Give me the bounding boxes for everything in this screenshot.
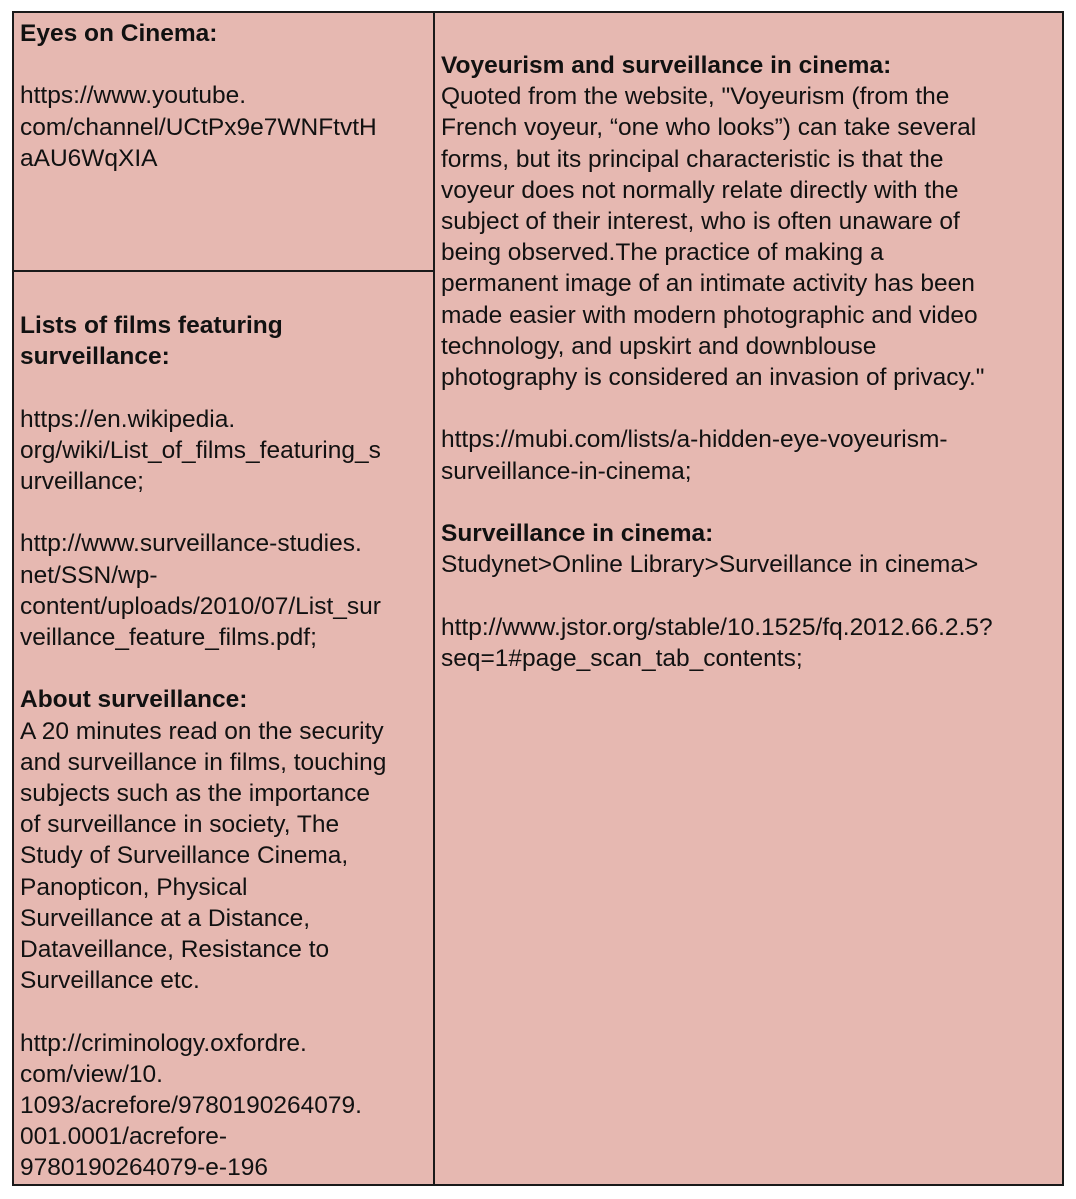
link-line: http://criminology.oxfordre. — [20, 1029, 307, 1057]
surveillance-in-cinema-heading: Surveillance in cinema: — [441, 520, 714, 548]
voyeurism-heading: Voyeurism and surveillance in cinema: — [441, 52, 892, 79]
link-line: urveillance; — [20, 468, 144, 495]
link-line: veillance_feature_films.pdf; — [20, 624, 317, 651]
body-line: forms, but its principal characteristic is that the — [441, 145, 944, 173]
body-line: Surveillance at a Distance, — [20, 904, 311, 932]
link-line: org/wiki/List_of_films_featuring_s — [20, 436, 381, 464]
link-line: http://www.surveillance-studies. — [20, 530, 362, 558]
body-line: technology, and upskirt and downblouse — [441, 332, 877, 360]
link-line: https://en.wikipedia. — [20, 405, 236, 433]
body-line: Surveillance etc. — [20, 967, 200, 995]
link-line: 9780190264079-e-196 — [20, 1154, 268, 1182]
body-line: being observed.The practice of making a — [441, 239, 884, 267]
body-line: Quoted from the website, "Voyeurism (from the — [441, 83, 950, 111]
eyes-on-cinema-heading: Eyes on Cinema: — [20, 20, 218, 47]
link-line: 1093/acrefore/9780190264079. — [20, 1092, 362, 1120]
wikipedia-films-link[interactable] — [20, 404, 427, 498]
body-line: permanent image of an intimate activity has been — [441, 270, 975, 298]
heading-line: Lists of films featuring — [20, 312, 283, 339]
mubi-link[interactable] — [441, 424, 1056, 486]
body-line: French voyeur, “one who looks”) can take several — [441, 114, 977, 142]
link-line: http://www.jstor.org/stable/10.1525/fq.2012.66.2.5? — [441, 613, 993, 641]
heading-line: surveillance: — [20, 343, 170, 371]
voyeurism-cell — [435, 13, 1062, 1184]
body-line: subjects such as the importance — [20, 780, 370, 807]
about-surveillance-heading: About surveillance: — [20, 686, 248, 714]
body-line: Dataveillance, Resistance to — [20, 936, 330, 964]
right-column — [435, 13, 1062, 1184]
studynet-path: Studynet>Online Library>Surveillance in cinema> — [441, 551, 979, 579]
link-line: https://mubi.com/lists/a-hidden-eye-voyeurism- — [441, 426, 948, 454]
oxford-criminology-link[interactable] — [20, 1028, 427, 1184]
link-line: com/channel/UCtPx9e7WNFtvtH — [20, 113, 377, 141]
body-line: voyeur does not normally relate directly with the — [441, 176, 959, 204]
link-line: 001.0001/acrefore- — [20, 1123, 228, 1151]
link-line: seq=1#page_scan_tab_contents; — [441, 644, 803, 672]
surveillance-films-cell — [14, 272, 433, 1184]
body-line: of surveillance in society, The — [20, 811, 340, 839]
body-line: made easier with modern photographic and video — [441, 301, 978, 329]
body-line: A 20 minutes read on the security — [20, 717, 384, 745]
body-line: subject of their interest, who is often unaware of — [441, 208, 960, 236]
surveillance-studies-link[interactable] — [20, 528, 427, 653]
about-surveillance-body — [20, 716, 427, 997]
eyes-on-cinema-link[interactable] — [20, 80, 427, 174]
body-line: Panopticon, Physical — [20, 873, 248, 901]
body-line: and surveillance in films, touching — [20, 748, 387, 776]
link-line: aAU6WqXIA — [20, 144, 158, 172]
jstor-link[interactable] — [441, 612, 1056, 674]
resource-table — [12, 11, 1064, 1186]
eyes-on-cinema-cell — [14, 13, 433, 272]
left-column — [14, 13, 435, 1184]
voyeurism-quote — [441, 81, 1056, 393]
body-line: photography is considered an invasion of privacy." — [441, 364, 985, 392]
films-lists-heading — [20, 310, 427, 372]
link-line: net/SSN/wp- — [20, 561, 158, 589]
link-line: com/view/10. — [20, 1060, 163, 1088]
link-line: content/uploads/2010/07/List_sur — [20, 592, 381, 620]
body-line: Study of Surveillance Cinema, — [20, 842, 349, 870]
link-line: https://www.youtube. — [20, 82, 247, 110]
link-line: surveillance-in-cinema; — [441, 457, 692, 485]
